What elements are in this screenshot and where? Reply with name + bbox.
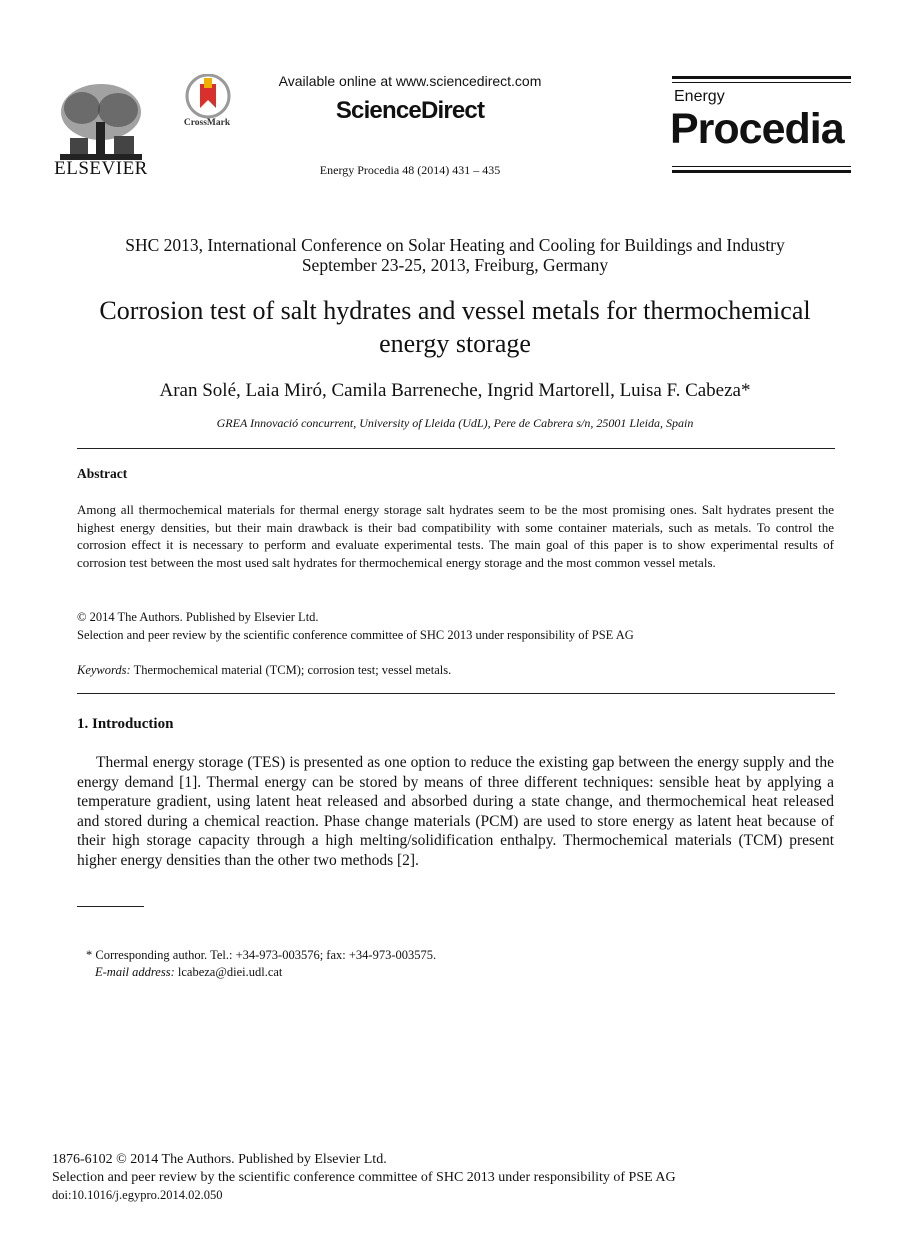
journal-name-sub: Energy bbox=[674, 88, 725, 105]
affiliation: GREA Innovació concurrent, University of Lleida (UdL), Pere de Cabrera s/n, 25001 Lleida, Spain bbox=[216, 416, 694, 430]
section-divider bbox=[77, 448, 835, 449]
section-heading-introduction: 1. Introduction bbox=[77, 716, 174, 732]
footer-doi[interactable]: doi:10.1016/j.egypro.2014.02.050 bbox=[52, 1188, 223, 1202]
peer-review-notice: Selection and peer review by the scientific conference committee of SHC 2013 under responsibility of PSE AG bbox=[77, 628, 634, 642]
conference-name: SHC 2013, International Conference on Solar Heating and Cooling for Buildings and Industry bbox=[125, 235, 785, 255]
abstract-heading: Abstract bbox=[77, 466, 128, 481]
crossmark-icon[interactable] bbox=[178, 74, 238, 120]
footnote-rule bbox=[77, 906, 144, 907]
journal-citation: Energy Procedia 48 (2014) 431 – 435 bbox=[319, 163, 501, 177]
available-online-link[interactable]: Available online at www.sciencedirect.com bbox=[278, 73, 542, 89]
keywords-label: Keywords: bbox=[77, 663, 131, 677]
keywords bbox=[77, 663, 834, 678]
email-address[interactable]: lcabeza@diei.udl.cat bbox=[177, 965, 283, 979]
paper-title-line: energy storage bbox=[379, 329, 531, 358]
paper-title bbox=[60, 294, 850, 360]
journal-rule bbox=[672, 82, 851, 83]
author-list: Aran Solé, Laia Miró, Camila Barreneche, Ingrid Martorell, Luisa F. Cabeza* bbox=[159, 380, 751, 401]
sciencedirect-wordmark[interactable]: ScienceDirect bbox=[335, 97, 485, 124]
publisher-name: ELSEVIER bbox=[54, 158, 148, 179]
journal-rule bbox=[672, 76, 851, 79]
paper-title-line: Corrosion test of salt hydrates and vessel metals for thermochemical bbox=[99, 296, 811, 325]
email-note bbox=[95, 965, 282, 980]
corresponding-author-note: * Corresponding author. Tel.: +34-973-003576; fax: +34-973-003575. bbox=[86, 948, 437, 962]
journal-name-main: Procedia bbox=[670, 105, 844, 153]
crossmark-label: CrossMark bbox=[183, 118, 231, 128]
keywords-text: Thermochemical material (TCM); corrosion test; vessel metals. bbox=[133, 663, 452, 677]
conference-date-location: September 23-25, 2013, Freiburg, Germany bbox=[301, 255, 609, 275]
abstract-text: Among all thermochemical materials for thermal energy storage salt hydrates seem to be the most promising ones. Salt hydrates present the highest energy densities, but their main drawback is their bad compatibility with some container materials, such as metals. To control the corrosion effect it is necessary to perform and evaluate experimental tests. The main goal of this paper is to show experimental results of corrosion test between the most used salt hydrates for thermochemical energy storage and the most common vessel metals. bbox=[77, 502, 834, 570]
journal-rule bbox=[672, 170, 851, 173]
copyright-notice: © 2014 The Authors. Published by Elsevier Ltd. bbox=[77, 610, 319, 624]
section-divider bbox=[77, 693, 835, 694]
footer-issn-copyright: 1876-6102 © 2014 The Authors. Published by Elsevier Ltd. bbox=[52, 1152, 387, 1167]
footer-peer-review: Selection and peer review by the scientific conference committee of SHC 2013 under responsibility of PSE AG bbox=[52, 1170, 676, 1185]
introduction-text: Thermal energy storage (TES) is presented as one option to reduce the existing gap between the energy supply and the energy demand [1]. Thermal energy can be stored by means of three different techniques: sensible heat by applying a temperature gradient, using latent heat released and absorbed during a state change, and thermochemical heat released and stored during a chemical reaction. Phase change materials (PCM) are used to store energy as latent heat because of their high storage capacity through a high melting/solidification enthalpy. Thermochemical materials (TCM) present higher energy densities than the other two methods [2]. bbox=[77, 754, 834, 869]
journal-rule bbox=[672, 166, 851, 167]
email-label: E-mail address: bbox=[95, 965, 175, 979]
